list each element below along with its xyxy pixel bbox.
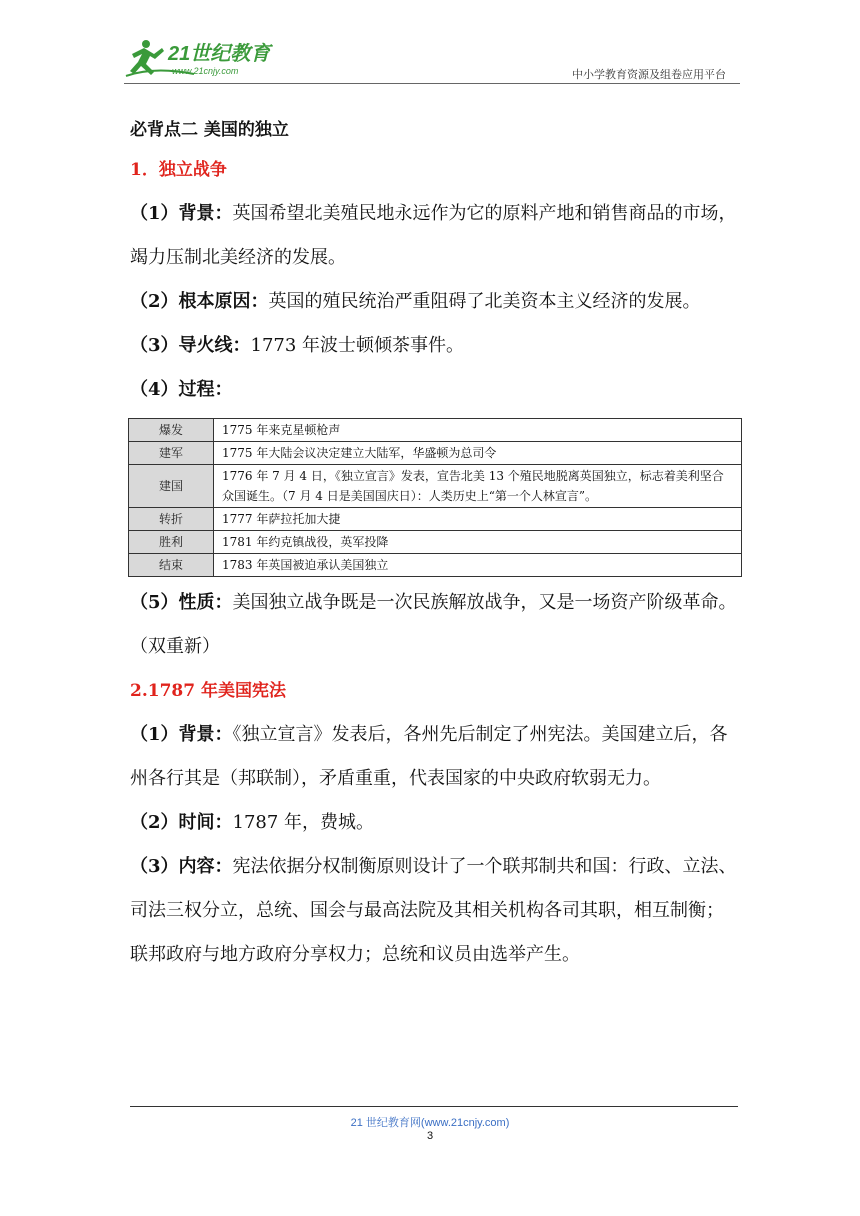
row-key: 建国 xyxy=(129,465,214,508)
page-header xyxy=(124,36,740,84)
section-title: 必背点二 美国的独立 xyxy=(130,120,289,140)
header-divider xyxy=(124,83,740,84)
row-value: 1783 年英国被迫承认美国独立 xyxy=(214,554,742,577)
table-row xyxy=(129,465,742,508)
page-number: 3 xyxy=(426,1130,434,1142)
platform-tagline: 中小学教育资源及组卷应用平台 xyxy=(572,68,726,81)
paragraph-constitution-content: （3）内容：宪法依据分权制衡原则设计了一个联邦制共和国：行政、立法、司法三权分立，总统、国会与最高法院及其相关机构各司其职，相互制衡；联邦政府与地方政府分享权力；总统和议员由选举产生。 xyxy=(130,856,737,965)
subsection-1-title: 1．独立战争 xyxy=(130,160,227,180)
row-key: 结束 xyxy=(129,554,214,577)
paragraph-constitution-time: （2）时间：1787 年，费城。 xyxy=(130,812,375,833)
site-logo xyxy=(124,36,304,80)
svg-text:www.21cnjy.com: www.21cnjy.com xyxy=(172,66,239,76)
paragraph-process: （4）过程： xyxy=(130,379,233,400)
paragraph-nature: （5）性质：美国独立战争既是一次民族解放战争，又是一场资产阶级革命。（双重新） xyxy=(130,592,737,657)
table-row xyxy=(129,554,742,577)
row-key: 爆发 xyxy=(129,419,214,442)
paragraph-constitution-background: （1）背景：《独立宣言》发表后，各州先后制定了州宪法。美国建立后，各州各行其是（邦联制），矛盾重重，代表国家的中央政府软弱无力。 xyxy=(130,724,728,789)
svg-text:21世纪教育: 21世纪教育 xyxy=(168,43,271,65)
footer-divider xyxy=(130,1106,738,1107)
row-value: 1775 年来克星顿枪声 xyxy=(214,419,742,442)
table-row xyxy=(129,442,742,465)
subsection-2-title: 2.1787 年美国宪法 xyxy=(130,681,286,701)
table-row xyxy=(129,531,742,554)
row-key: 转折 xyxy=(129,508,214,531)
paragraph-root-cause: （2）根本原因：英国的殖民统治严重阻碍了北美资本主义经济的发展。 xyxy=(130,291,701,312)
row-value: 1776 年 7 月 4 日，《独立宣言》发表，宣告北美 13 个殖民地脱离英国独立，标志着美利坚合众国诞生。（7 月 4 日是美国国庆日）：人类历史上“第一个人林宣言”。 xyxy=(214,465,742,508)
paragraph-background: （1）背景：英国希望北美殖民地永远作为它的原料产地和销售商品的市场，竭力压制北美经济的发展。 xyxy=(130,203,737,268)
row-key: 胜利 xyxy=(129,531,214,554)
process-table xyxy=(128,418,742,577)
table-row xyxy=(129,419,742,442)
row-value: 1775 年大陆会议决定建立大陆军，华盛顿为总司令 xyxy=(214,442,742,465)
row-value: 1777 年萨拉托加大捷 xyxy=(214,508,742,531)
row-value: 1781 年约克镇战役，英军投降 xyxy=(214,531,742,554)
footer-site-link[interactable]: 21 世纪教育网(www.21cnjy.com) xyxy=(350,1117,510,1129)
paragraph-trigger: （3）导火线：1773 年波士顿倾茶事件。 xyxy=(130,335,465,356)
document-body xyxy=(130,108,740,977)
table-row xyxy=(129,508,742,531)
row-key: 建军 xyxy=(129,442,214,465)
